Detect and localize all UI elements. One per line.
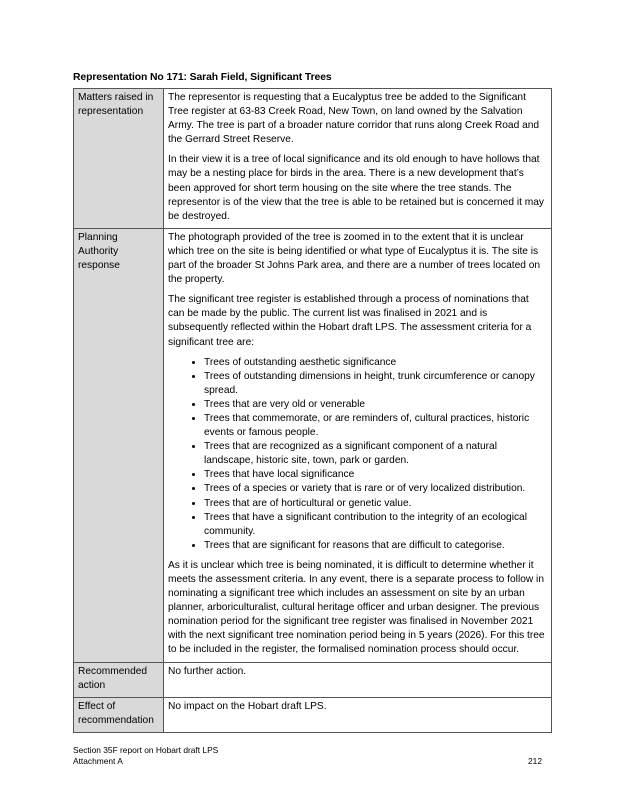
list-item: • Trees that are significant for reasons that are difficult to categorise. xyxy=(204,539,547,553)
table-row-planning xyxy=(74,228,552,662)
matters-paragraph-2: In their view it is a tree of local significance and its old enough to have hollows that may be a nesting place for birds in the area. There is a new development that’s been approved for short term housing on the site where the tree stands. The representor is of the view that the tree is able to be retained but is concerned it may be destroyed. xyxy=(168,154,545,222)
row-label-matters: Matters raised in representation xyxy=(74,89,164,229)
list-item: • Trees of a species or variety that is rare or of very localized distribution. xyxy=(204,482,547,496)
planning-paragraph-2: The significant tree register is established through a process of nominations that can be made by the public. The current list was finalised in 2021 and is subsequently reflected within the Hobart draft LPS. The assessment criteria for a significant tree are: xyxy=(168,294,532,348)
row-content-effect: No impact on the Hobart draft LPS. xyxy=(164,697,552,732)
list-item: • Trees that are recognized as a significant component of a natural landscape, historic site, town, park or garden. xyxy=(204,440,547,468)
row-label-planning: Planning Authority response xyxy=(74,228,164,662)
list-item: • Trees that commemorate, or are reminders of, cultural practices, historic events or famous people. xyxy=(204,412,547,440)
row-label-recommended: Recommended action xyxy=(74,662,164,697)
table-row-matters xyxy=(74,89,552,229)
page-footer xyxy=(73,745,218,767)
table-row-recommended xyxy=(74,662,552,697)
footer-attachment: Attachment A xyxy=(73,756,123,766)
footer-report-title: Section 35F report on Hobart draft LPS xyxy=(73,745,219,755)
list-item: • Trees of outstanding dimensions in height, trunk circumference or canopy spread. xyxy=(204,370,547,398)
list-item: • Trees that have a significant contribution to the integrity of an ecological community. xyxy=(204,511,547,539)
matters-paragraph-1: The representor is requesting that a Eucalyptus tree be added to the Significant Tree register at 63-83 Creek Road, New Town, on land owned by the Salvation Army. The tree is part of a broader nature corridor that runs along Creek Road and the Gerrard Street Reserve. xyxy=(168,92,540,146)
list-item: • Trees that are of horticultural or genetic value. xyxy=(204,497,547,511)
row-content-matters xyxy=(164,89,552,229)
list-item: • Trees of outstanding aesthetic significance xyxy=(204,356,547,370)
page-title: Representation No 171: Sarah Field, Significant Trees xyxy=(73,72,332,83)
page-number: 212 xyxy=(528,756,542,766)
row-label-effect: Effect of recommendation xyxy=(74,697,164,732)
planning-closing-paragraph: As it is unclear which tree is being nominated, it is difficult to determine whether it meets the assessment criteria. In any event, there is a separate process to follow in nominating a significant tree which includes an assessment on site by an urban planner, arboriculturalist, cultural heritage officer and urban designer. The previous nomination period for the significant tree register was finalised in November 2021 with the next significant tree nomination period being in 5 years (2026). For this tree to be included in the register, the formalised nomination process should occur. xyxy=(168,559,545,656)
list-item: • Trees that are very old or venerable xyxy=(204,398,547,412)
list-item: • Trees that have local significance xyxy=(204,468,547,482)
row-content-planning xyxy=(164,228,552,662)
table-row-effect xyxy=(74,697,552,732)
planning-paragraph-1: The photograph provided of the tree is zoomed in to the extent that it is unclear which tree on the site is being identified or what type of Eucalyptus it is. The site is part of the broader St Johns Park area, and there are a number of trees located on the property. xyxy=(168,231,541,286)
representation-table xyxy=(73,88,552,733)
row-content-recommended: No further action. xyxy=(164,662,552,697)
criteria-list xyxy=(168,356,547,553)
